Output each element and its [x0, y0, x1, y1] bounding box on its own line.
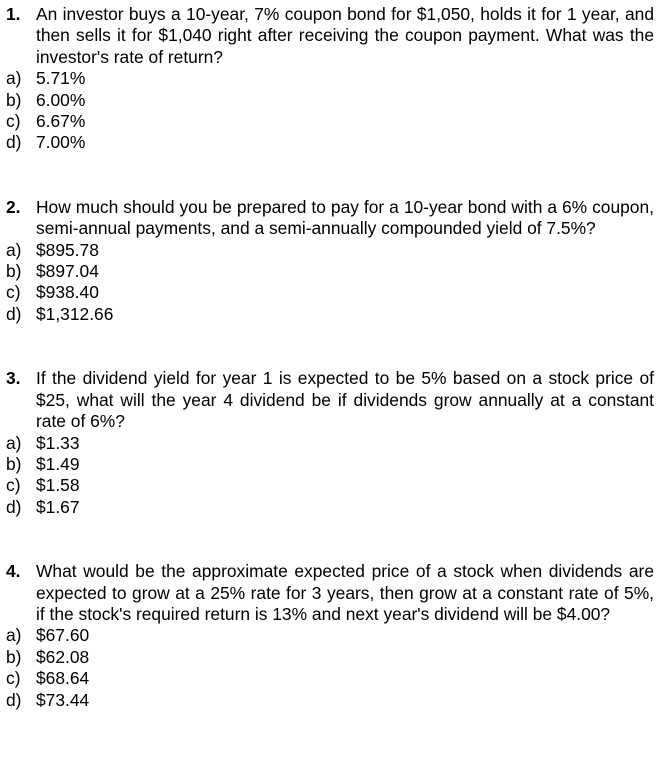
option-b: [6, 647, 654, 668]
option-b: [6, 90, 654, 111]
option-c: [6, 111, 654, 132]
question-1: [6, 4, 654, 154]
option-text: $1.49: [36, 453, 80, 474]
question-number: 3.: [6, 368, 21, 389]
option-a: [6, 68, 654, 89]
question-text: An investor buys a 10-year, 7% coupon bond for $1,050, holds it for 1 year, and then sells it for $1,040 right after receiving the coupon payment. What was the investor's rate of return?: [36, 4, 654, 67]
option-text: 6.00%: [36, 89, 86, 110]
answer-options: [6, 433, 654, 519]
option-text: 7.00%: [36, 132, 86, 153]
option-text: 5.71%: [36, 68, 86, 89]
spacer: [6, 325, 654, 368]
option-letter: b): [6, 453, 22, 474]
option-text: $62.08: [36, 646, 90, 667]
question-stem: [6, 4, 654, 68]
spacer: [6, 518, 654, 561]
option-d: [6, 132, 654, 153]
option-c: [6, 475, 654, 496]
option-letter: d): [6, 303, 22, 324]
option-text: 6.67%: [36, 111, 86, 132]
question-text: How much should you be prepared to pay for a 10-year bond with a 6% coupon, semi-annual payments, and a semi-annually compounded yield of 7.5%?: [36, 196, 654, 239]
option-letter: c): [6, 668, 21, 689]
option-text: $1.33: [36, 432, 80, 453]
option-d: [6, 304, 654, 325]
option-letter: a): [6, 239, 22, 260]
option-c: [6, 668, 654, 689]
option-text: $897.04: [36, 261, 99, 282]
question-4: [6, 561, 654, 711]
option-text: $938.40: [36, 282, 99, 303]
option-text: $68.64: [36, 668, 90, 689]
option-letter: d): [6, 496, 22, 517]
option-letter: a): [6, 625, 22, 646]
answer-options: [6, 625, 654, 711]
option-text: $1,312.66: [36, 303, 114, 324]
question-stem: [6, 368, 654, 432]
option-text: $73.44: [36, 689, 90, 710]
question-text: What would be the approximate expected price of a stock when dividends are expected to grow at a 25% rate for 3 years, then grow at a constant rate of 5%, if the stock's required return is 13% and next year's dividend will be $4.00?: [36, 561, 654, 624]
question-text: If the dividend yield for year 1 is expected to be 5% based on a stock price of $25, what will the year 4 dividend be if dividends grow annually at a constant rate of 6%?: [36, 368, 654, 432]
option-b: [6, 454, 654, 475]
option-a: [6, 433, 654, 454]
question-sheet: [6, 4, 654, 711]
option-letter: a): [6, 432, 22, 453]
option-a: [6, 240, 654, 261]
question-stem: [6, 197, 654, 240]
question-3: [6, 368, 654, 518]
option-letter: d): [6, 689, 22, 710]
option-letter: d): [6, 132, 22, 153]
option-text: $1.58: [36, 475, 80, 496]
answer-options: [6, 240, 654, 326]
question-stem: [6, 561, 654, 625]
spacer: [6, 154, 654, 197]
option-letter: b): [6, 261, 22, 282]
option-b: [6, 261, 654, 282]
option-letter: a): [6, 68, 22, 89]
option-c: [6, 282, 654, 303]
option-text: $67.60: [36, 625, 90, 646]
option-a: [6, 625, 654, 646]
option-letter: c): [6, 282, 21, 303]
answer-options: [6, 68, 654, 154]
option-d: [6, 690, 654, 711]
question-2: [6, 197, 654, 325]
option-letter: c): [6, 475, 21, 496]
option-d: [6, 497, 654, 518]
option-letter: b): [6, 89, 22, 110]
option-letter: b): [6, 646, 22, 667]
option-text: $1.67: [36, 496, 80, 517]
question-number: 1.: [6, 4, 21, 24]
question-number: 4.: [6, 561, 21, 582]
option-letter: c): [6, 111, 21, 132]
question-number: 2.: [6, 196, 21, 217]
option-text: $895.78: [36, 239, 99, 260]
